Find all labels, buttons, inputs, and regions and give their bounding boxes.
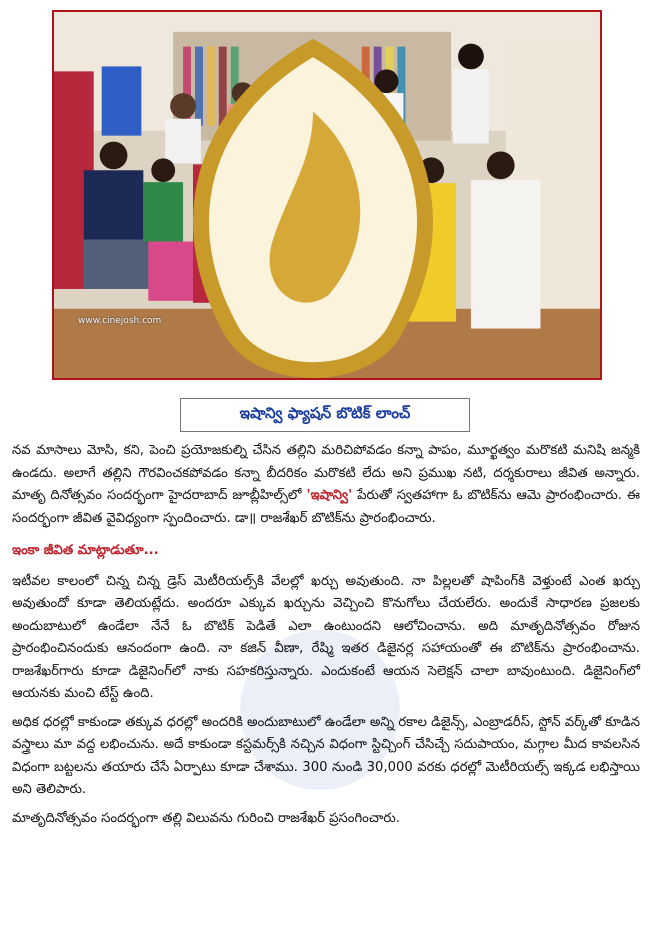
intro-text-part2: పేరుతో స్వతహాగా ఓ బొటిక్‌ను ఆమె ప్రారంభించారు. ఈ సందర్భంగా జీవిత వైవిధ్యంగా స్పందించారు. డా॥ రాజశేఖర్ బొటిక్‌ను ప్రారంభించారు. <box>12 488 640 526</box>
headline-box <box>180 398 470 432</box>
article-headline: ఇషాన్వి ఫ్యాషన్ బొటిక్ లాంచ్ <box>239 404 411 422</box>
watermark-text: www.cinejosh.com <box>78 316 162 326</box>
intro-text-part1: నవ మాసాలు మోసి, కని, పెంచి ప్రయోజకుల్ని చేసిన తల్లిని మరిచిపోవడం కన్నా పాపం, మూర్ఖత్వం మరొకటి మనిషి జన్మకి ఉండదు. అలాగే తల్లిని గౌరవించకపోవడం కన్నా బీదరికం మరొకటి లేదు అని ప్రముఖ నటి, దర్శకురాలు జీవిత అన్నారు. మాతృ దినోత్సవం సందర్భంగా హైదరాబాద్ జూబ్లీహిల్స్‌లో <box>12 443 640 503</box>
article-body <box>12 440 640 836</box>
paragraph-4: మాతృదినోత్సవం సందర్భంగా తల్లి విలువను గురించి రాజశేఖర్ ప్రసంగించారు. <box>12 810 400 826</box>
subheading: ఇంకా జీవిత మాట్లాడుతూ... <box>12 543 159 558</box>
cinejosh-logo-icon <box>52 32 586 380</box>
paragraph-3: అధిక ధరల్లో కాకుండా తక్కువ ధరల్లో అందరికి అందుబాటులో ఉండేలా అన్ని రకాల డిజైన్స్, ఎంబ్రాడరీస్, స్టోన్ వర్క్‌తో కూడిన వస్త్రాలు మా వద్ద లభించును. అదే కాకుండా కస్టమర్స్‌కి నచ్చిన విధంగా స్టిచ్చింగ్ చేసిచ్చే సదుపాయం, మగ్గాల మీద కావలసిన విధంగా బట్టలను తయారు చేసే ఏర్పాటు కూడా చేశాము. 300 నుండి 30,000 వరకు ధరల్లో మెటీరియల్స్ ఇక్కడ లభిస్తాయి అని తెలిపారు. <box>12 714 640 797</box>
boutique-name-highlight: 'ఇషాన్వి' <box>306 488 353 503</box>
paragraph-2: ఇటీవల కాలంలో చిన్న చిన్న డ్రెస్ మెటీరియల్స్‌కి వేలల్లో ఖర్చు అవుతుంది. నా పిల్లలతో షాపింగ్‌కి వెళ్తుంటే ఎంత ఖర్చు అవుతుందో కూడా తెలియట్లేదు. అందరూ ఎక్కువ ఖర్చును వెచ్చించి కొనుగోలు చేయలేరు. అందుకే సాధారణ ప్రజలకు అందుబాటులో ఉండేలా నేనే ఓ బొటిక్ పెడితే ఎలా ఉంటుందని ఆలోచించాను. అది మాతృదినోత్సవం రోజున ప్రారంభించినందుకు ఆనందంగా ఉంది. నా కజిన్ వీణా, రేష్మి ఇతర డిజైనర్ల సహాయంతో ఈ బొటిక్‌ను ప్రారంభించాను. రాజశేఖర్‌గారు కూడా డిజైనింగ్‌లో నాకు సహకరిస్తున్నారు. ఎందుకంటే ఆయన సెలెక్షన్ చాలా బావుంటుంది. డిజైనింగ్‌లో ఆయనకు మంచి టేస్ట్ ఉంది. <box>12 573 640 701</box>
event-photo <box>52 10 602 380</box>
intro-paragraph <box>12 440 640 530</box>
